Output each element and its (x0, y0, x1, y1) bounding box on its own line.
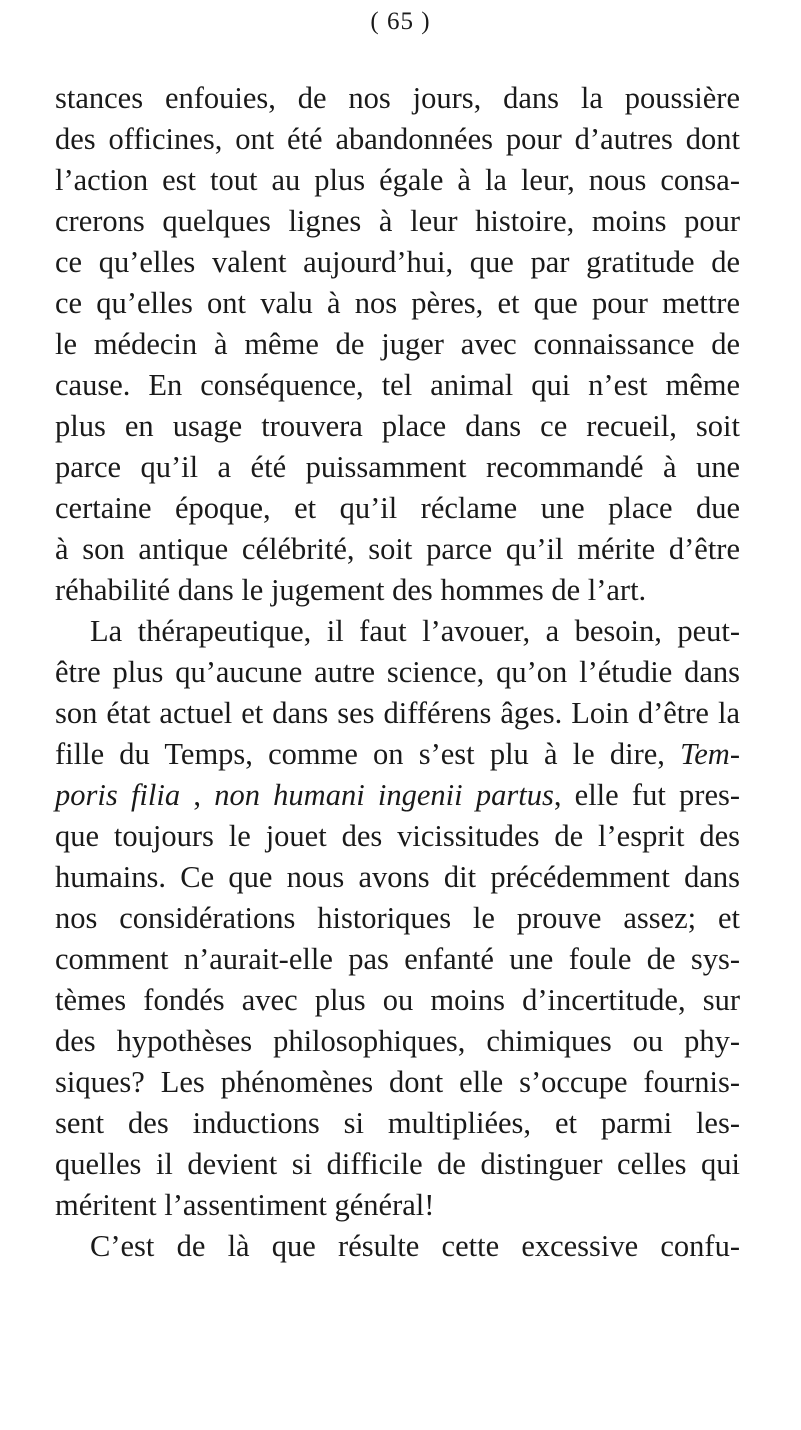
text-line (55, 775, 740, 815)
text-line (55, 734, 740, 774)
text-line: siques? Les phénomènes dont elle s’occupe fournis- (55, 1065, 740, 1099)
text-line: des officines, ont été abandonnées pour d’autres dont (55, 122, 740, 156)
text-line: le médecin à même de juger avec connaissance de (55, 327, 740, 361)
text-line: l’action est tout au plus égale à la leur, nous consa- (55, 163, 740, 197)
latin-quote: poris filia (55, 778, 181, 812)
text-line: son état actuel et dans ses différens âges. Loin d’être la (55, 696, 740, 730)
text-line: réhabilité dans le jugement des hommes de l’art. (55, 573, 647, 607)
text-line: sent des inductions si multipliées, et parmi les- (55, 1106, 740, 1140)
text-line: tèmes fondés avec plus ou moins d’incertitude, sur (55, 983, 740, 1017)
text-segment: , (180, 778, 215, 812)
text-line: nos considérations historiques le prouve assez; et (55, 901, 740, 935)
text-line: plus en usage trouvera place dans ce recueil, soit (55, 409, 740, 443)
text-line: humains. Ce que nous avons dit précédemment dans (55, 860, 740, 894)
latin-quote: non humani ingenii partus (214, 778, 554, 812)
text-line: des hypothèses philosophiques, chimiques ou phy- (55, 1024, 740, 1058)
text-line: stances enfouies, de nos jours, dans la poussière (55, 81, 740, 115)
text-line: méritent l’assentiment général! (55, 1188, 435, 1222)
text-line: comment n’aurait-elle pas enfanté une foule de sys- (55, 942, 740, 976)
text-line: certaine époque, et qu’il réclame une place due (55, 491, 740, 525)
text-line: ce qu’elles valent aujourd’hui, que par gratitude de (55, 245, 740, 279)
text-segment: , elle fut pres- (553, 778, 741, 812)
text-line: que toujours le jouet des vicissitudes de l’esprit des (55, 819, 740, 853)
latin-quote: Tem- (680, 737, 740, 771)
text-line: ce qu’elles ont valu à nos pères, et que pour mettre (55, 286, 740, 320)
paragraph-first-line: La thérapeutique, il faut l’avouer, a besoin, peut- (90, 614, 740, 648)
text-line: quelles il devient si difficile de distinguer celles qui (55, 1147, 740, 1181)
text-segment: fille du Temps, comme on s’est plu à le dire, (55, 737, 665, 771)
text-line: crerons quelques lignes à leur histoire, moins pour (55, 204, 740, 238)
text-line: cause. En conséquence, tel animal qui n’est même (55, 368, 740, 402)
page-number: ( 65 ) (370, 8, 431, 35)
paragraph-first-line: C’est de là que résulte cette excessive confu- (90, 1229, 740, 1263)
text-line: parce qu’il a été puissamment recommandé à une (55, 450, 740, 484)
text-line: être plus qu’aucune autre science, qu’on l’étudie dans (55, 655, 740, 689)
text-line: à son antique célébrité, soit parce qu’il mérite d’être (55, 532, 740, 566)
